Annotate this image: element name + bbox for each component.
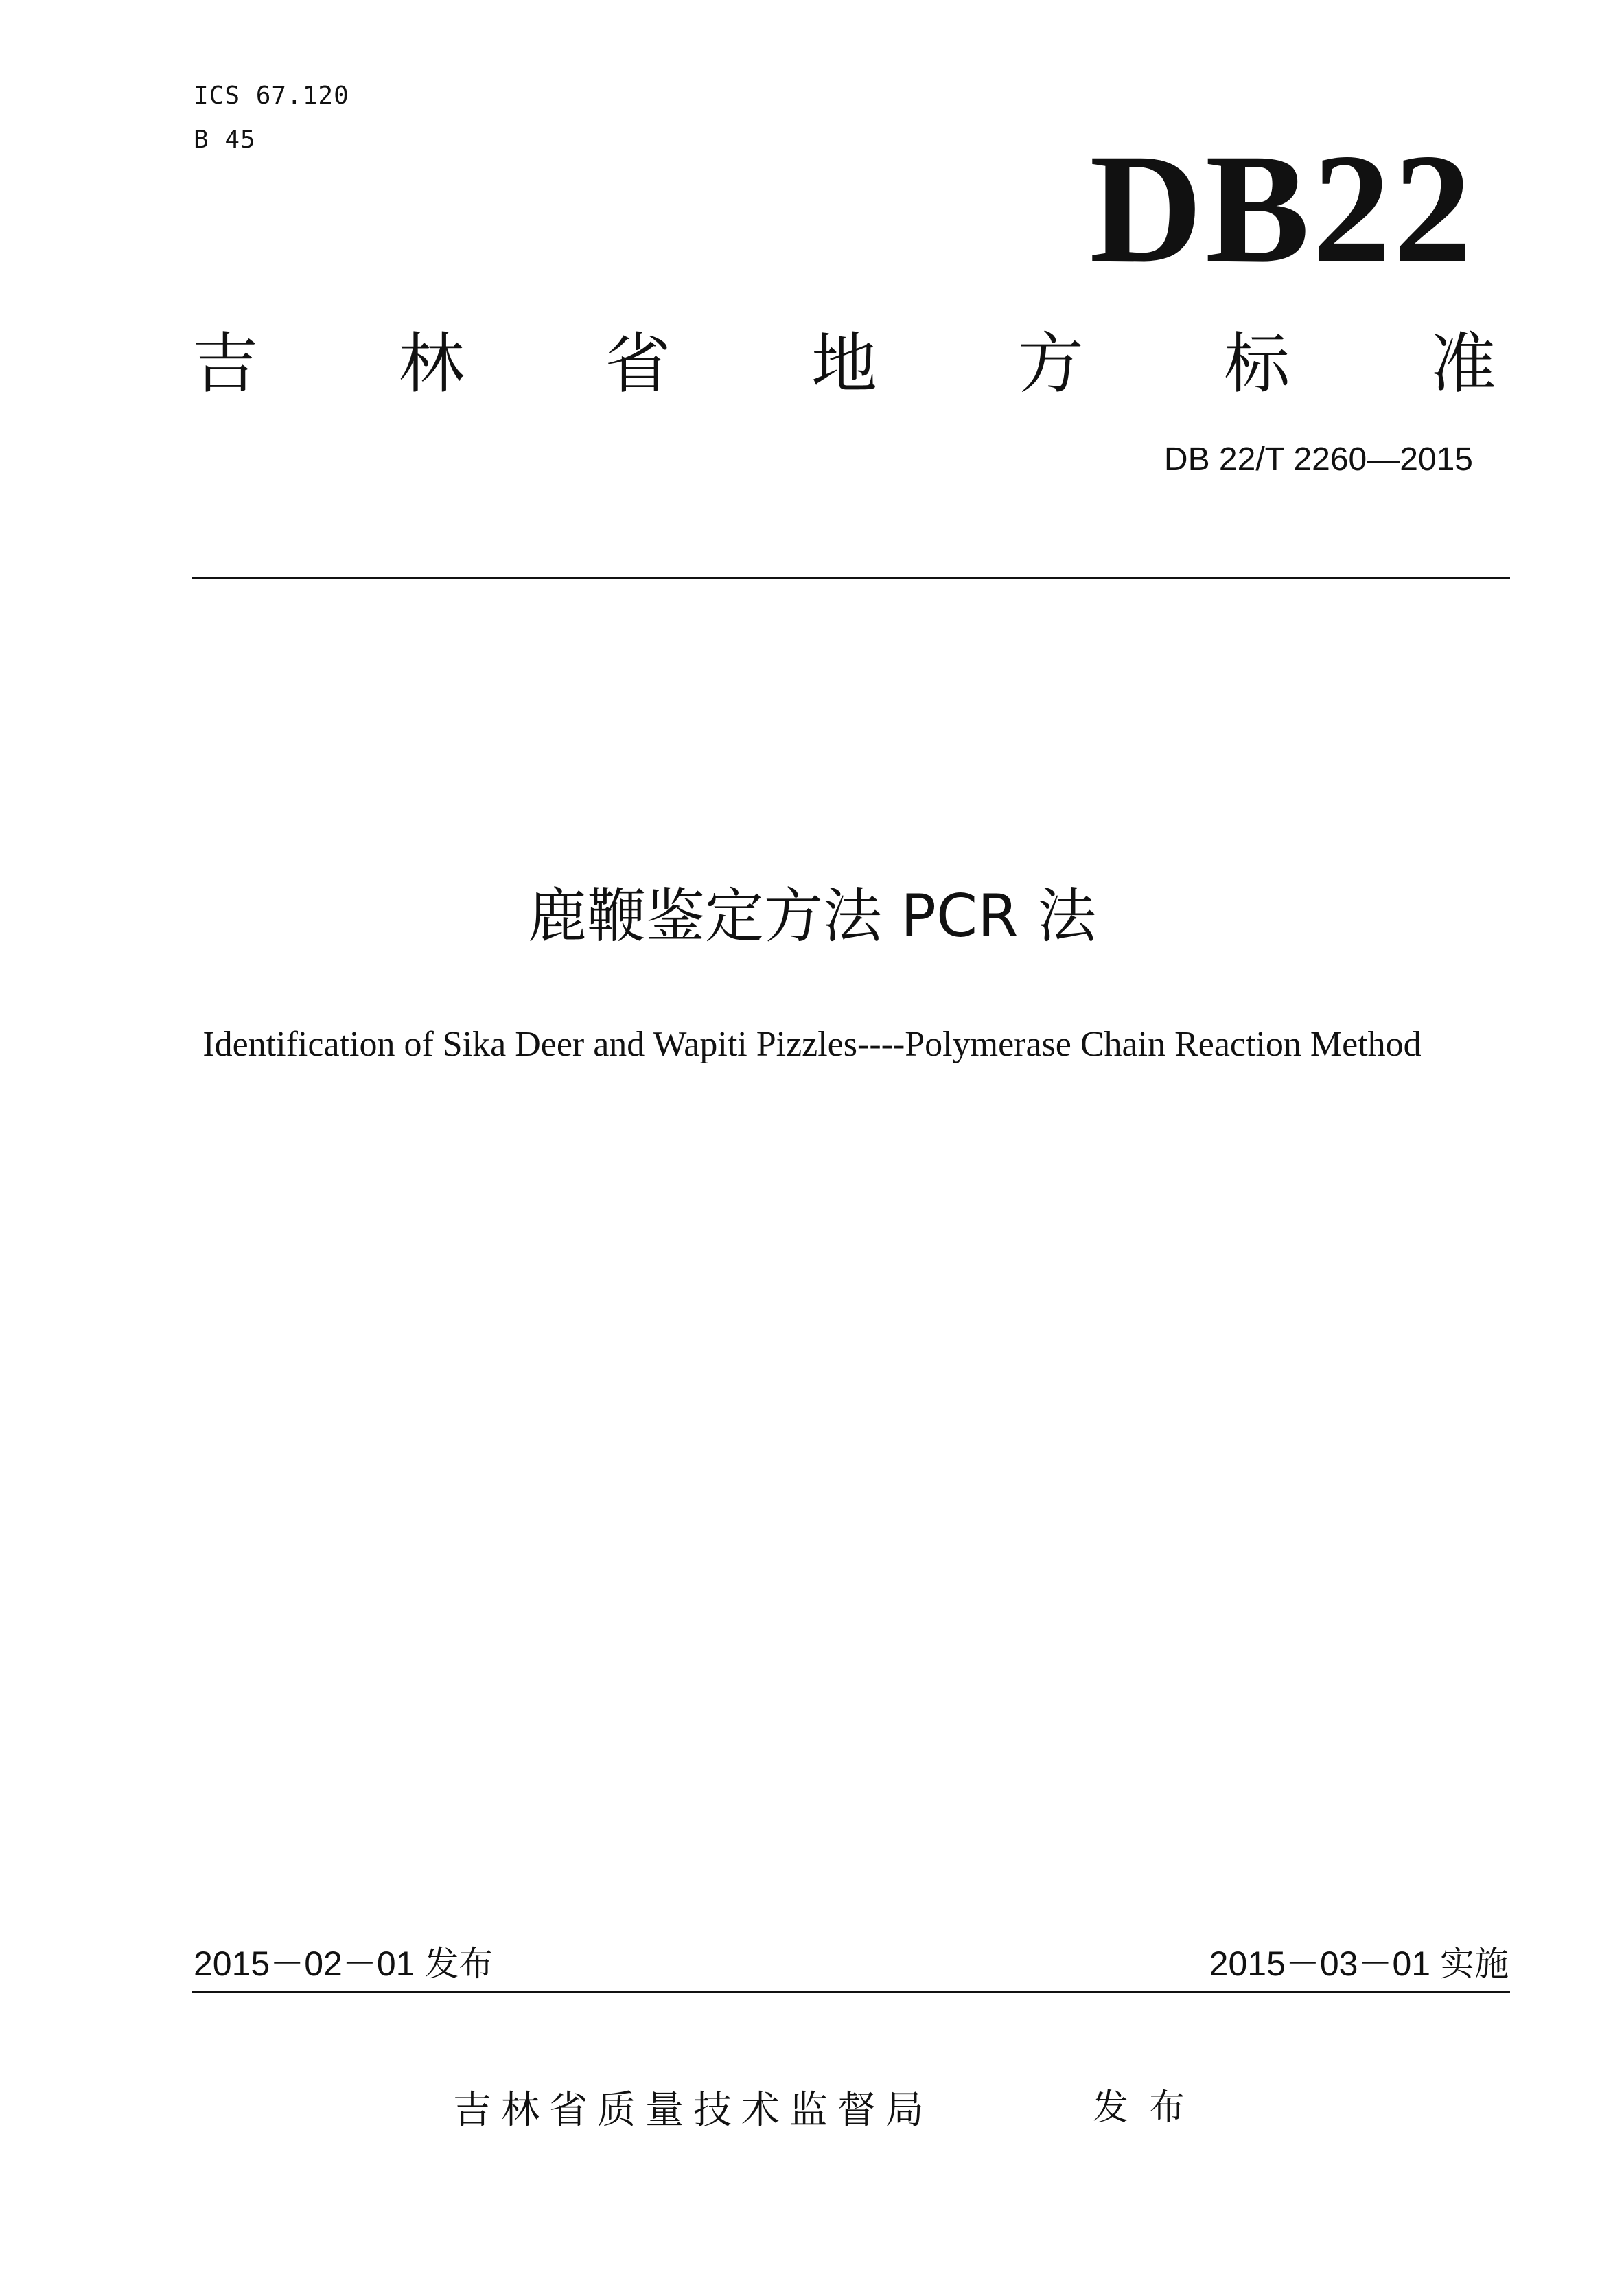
implementation-date: 2015－03－01 实施: [1209, 1945, 1509, 1983]
standard-class-char: 省: [605, 325, 671, 402]
standard-class-char: 准: [1430, 325, 1496, 402]
document-title-en: Identification of Sika Deer and Wapiti Pizzles----Polymerase Chain Reaction Method: [202, 1025, 1422, 1064]
standard-class-heading: [192, 316, 1496, 412]
standard-class-char: 林: [398, 325, 465, 402]
document-title-cn: 鹿鞭鉴定方法 PCR 法: [527, 882, 1097, 951]
standard-class-char: 吉: [192, 325, 258, 402]
issuing-authority: 吉林省质量技术监督局: [453, 2088, 933, 2133]
standard-class-char: 标: [1224, 325, 1290, 402]
issue-verb: 发布: [1093, 2087, 1206, 2129]
top-divider: [192, 577, 1510, 579]
ccs-code: B 45: [194, 126, 256, 154]
db-logo: DB22: [1089, 122, 1474, 295]
standard-class-char: 方: [1017, 325, 1084, 402]
standard-code: DB 22/T 2260—2015: [1163, 441, 1473, 478]
bottom-divider: [192, 1991, 1510, 1993]
ics-code: ICS 67.120: [194, 82, 349, 110]
issue-date: 2015－02－01 发布: [194, 1945, 494, 1983]
standard-class-char: 地: [811, 325, 877, 402]
